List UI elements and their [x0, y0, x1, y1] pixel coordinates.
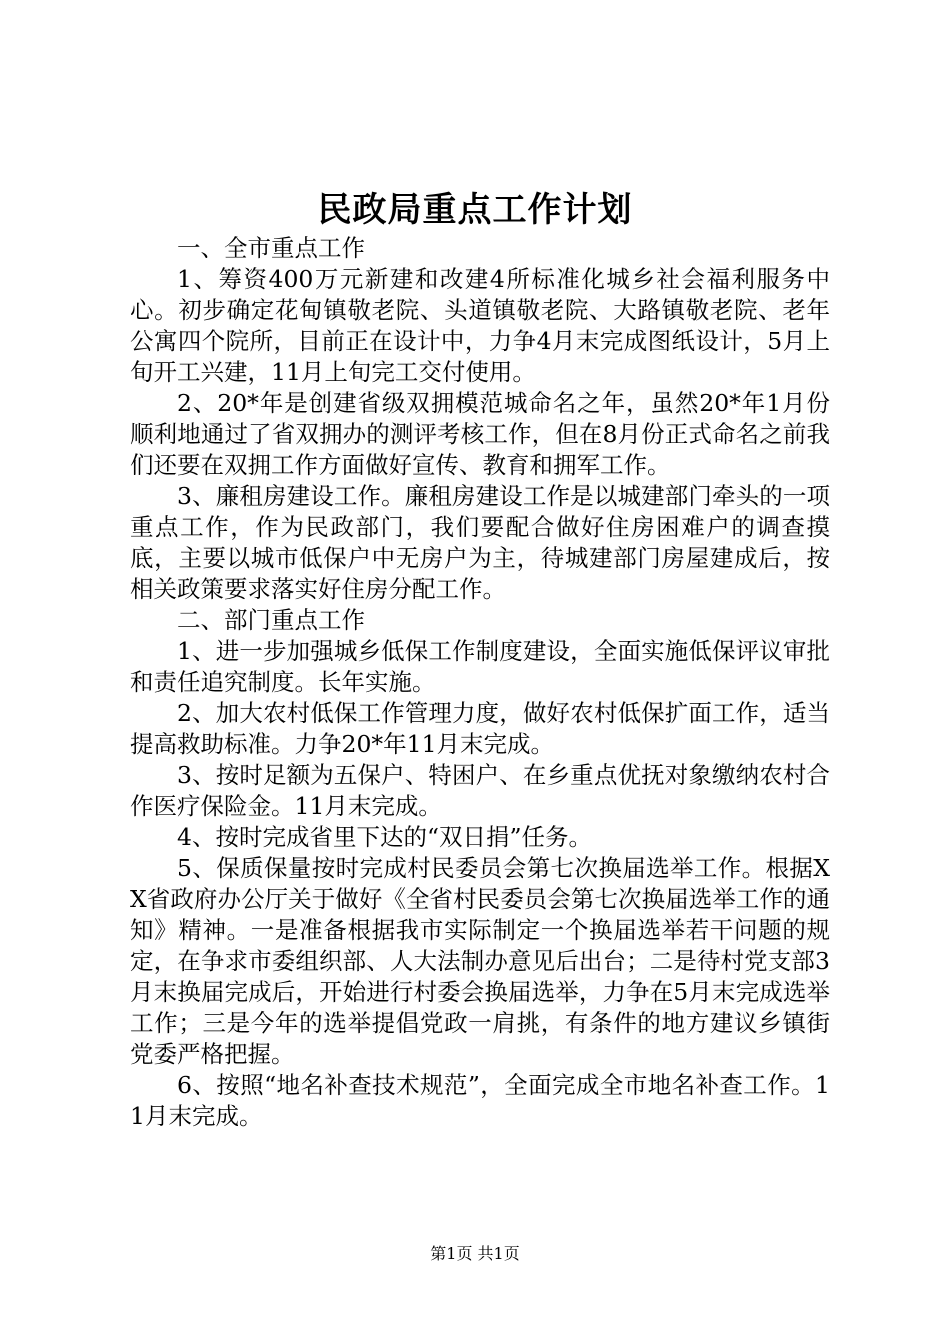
paragraph: 1、进一步加强城乡低保工作制度建设，全面实施低保评议审批和责任追究制度。长年实施。	[130, 637, 830, 696]
document-body	[130, 233, 830, 1132]
section-heading: 一、全市重点工作	[177, 234, 365, 262]
paragraph: 2、加大农村低保工作管理力度，做好农村低保扩面工作，适当提高救助标准。力争20*年11月末完成。	[130, 699, 830, 758]
document-title: 民政局重点工作计划	[317, 190, 633, 230]
paragraph: 3、按时足额为五保户、特困户、在乡重点优抚对象缴纳农村合作医疗保险金。11月末完成。	[130, 761, 830, 820]
paragraph: 6、按照“地名补查技术规范”，全面完成全市地名补查工作。11月末完成。	[130, 1071, 830, 1130]
section-heading: 二、部门重点工作	[177, 606, 365, 634]
paragraph: 5、保质保量按时完成村民委员会第七次换届选举工作。根据XX省政府办公厅关于做好《全省村民委员会第七次换届选举工作的通知》精神。一是准备根据我市实际制定一个换届选举若干问题的规定，在争求市委组织部、人大法制办意见后出台；二是待村党支部3月末换届完成后，开始进行村委会换届选举，力争在5月末完成选举工作；三是今年的选举提倡党政一肩挑，有条件的地方建议乡镇街党委严格把握。	[130, 854, 830, 1068]
paragraph: 4、按时完成省里下达的“双日捐”任务。	[177, 823, 592, 851]
paragraph: 2、20*年是创建省级双拥模范城命名之年，虽然20*年1月份顺利地通过了省双拥办的测评考核工作，但在8月份正式命名之前我们还要在双拥工作方面做好宣传、教育和拥军工作。	[130, 389, 830, 479]
paragraph: 3、廉租房建设工作。廉租房建设工作是以城建部门牵头的一项重点工作，作为民政部门，我们要配合做好住房困难户的调查摸底，主要以城市低保户中无房户为主，待城建部门房屋建成后，按相关政策要求落实好住房分配工作。	[130, 482, 830, 603]
paragraph: 1、筹资400万元新建和改建4所标准化城乡社会福利服务中心。初步确定花甸镇敬老院、头道镇敬老院、大路镇敬老院、老年公寓四个院所，目前正在设计中，力争4月末完成图纸设计，5月上旬开工兴建，11月上旬完工交付使用。	[130, 265, 830, 386]
page-footer: 第1页 共1页	[430, 1244, 520, 1263]
